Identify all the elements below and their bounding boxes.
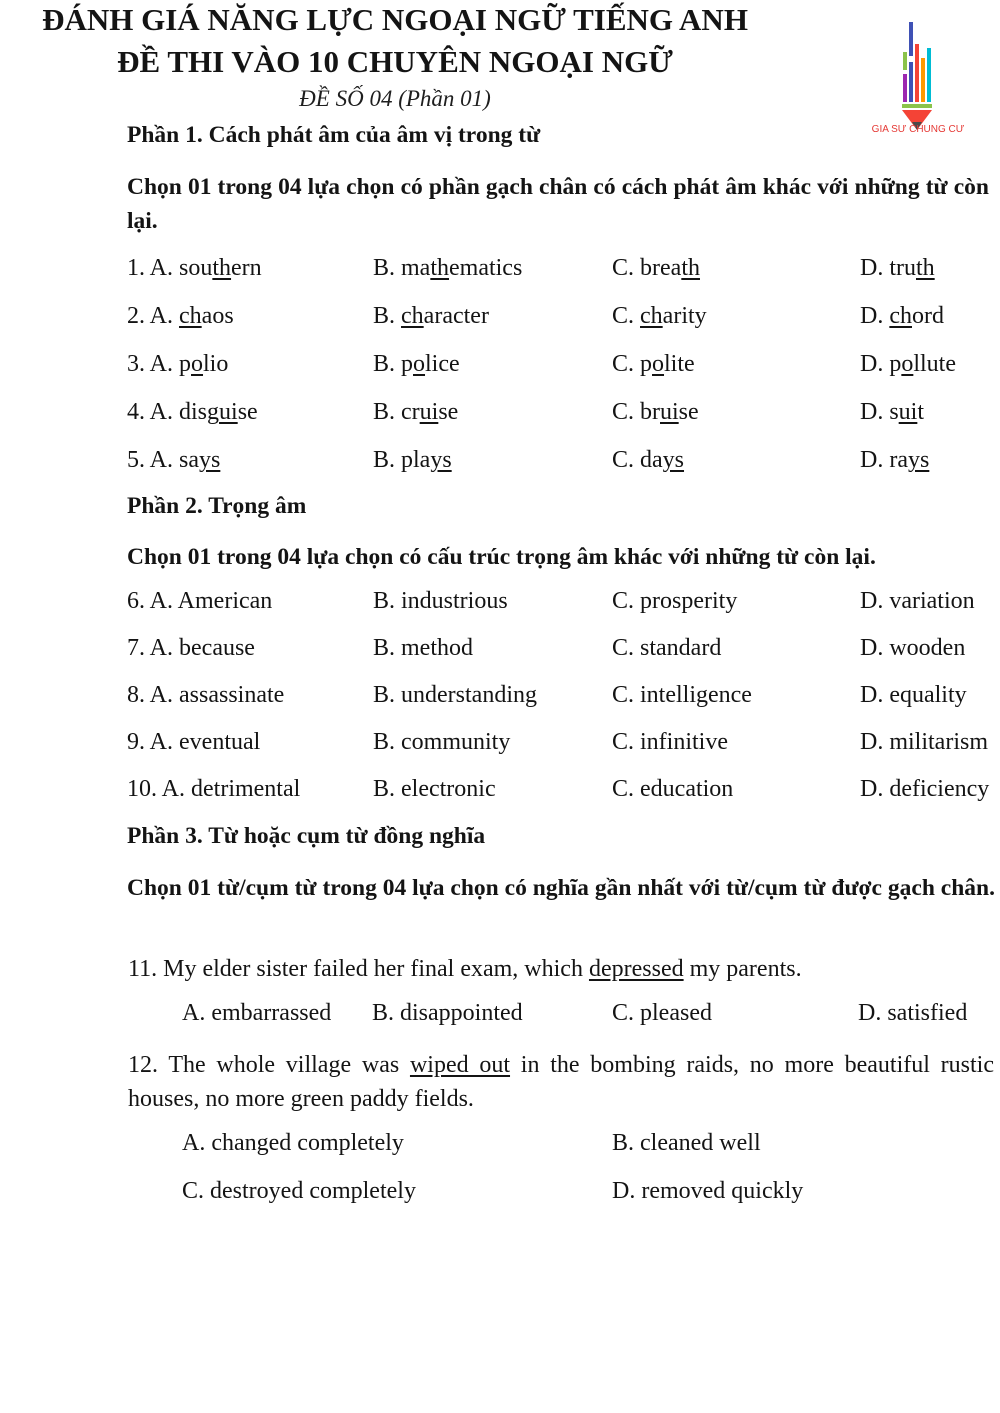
part3-title: Phần 3. Từ hoặc cụm từ đồng nghĩa: [127, 823, 486, 849]
option: 3. A. polio: [127, 351, 229, 377]
option: B. method: [373, 635, 473, 661]
option: 5. A. says: [127, 447, 221, 473]
option: B. community: [373, 729, 511, 755]
option: A. embarrassed: [182, 1000, 332, 1026]
option: D. satisfied: [858, 1000, 968, 1026]
option: B. character: [373, 303, 489, 329]
option: 10. A. detrimental: [127, 776, 301, 802]
title-line-1: ĐÁNH GIÁ NĂNG LỰC NGOẠI NGỮ TIẾNG ANH: [42, 2, 748, 37]
option: C. breath: [612, 255, 700, 281]
option: B. electronic: [373, 776, 496, 802]
option: D. militarism: [860, 729, 988, 755]
part2-question-row: [0, 635, 1000, 665]
option: D. rays: [860, 447, 930, 473]
option: D. suit: [860, 399, 925, 425]
option: B. disappointed: [372, 1000, 523, 1026]
part3-instruction: Chọn 01 từ/cụm từ trong 04 lựa chọn có nghĩa gần nhất với từ/cụm từ được gạch chân.: [127, 875, 995, 901]
option: 2. A. chaos: [127, 303, 234, 329]
option: 4. A. disguise: [127, 399, 258, 425]
option: C. education: [612, 776, 734, 802]
option: 6. A. American: [127, 588, 273, 614]
option: C. standard: [612, 635, 722, 661]
part2-question-row: [0, 776, 1000, 806]
part2-question-row: [0, 729, 1000, 759]
part1-question-row: [0, 255, 1000, 285]
question-12-stem: 12. The whole village was wiped out in the bombing raids, no more beautiful rustic houses, no more green paddy fields.: [128, 1052, 994, 1112]
option: 9. A. eventual: [127, 729, 261, 755]
option: C. prosperity: [612, 588, 738, 614]
option: 7. A. because: [127, 635, 255, 661]
option: 8. A. assassinate: [127, 682, 285, 708]
part1-instruction: Chọn 01 trong 04 lựa chọn có phần gạch chân có cách phát âm khác với những từ còn lại.: [127, 174, 989, 234]
option: 1. A. southern: [127, 255, 262, 281]
logo-text: GIA SƯ CHUNG CƯ: [871, 124, 965, 135]
option: C. bruise: [612, 399, 699, 425]
option: D. variation: [860, 588, 975, 614]
option: B. understanding: [373, 682, 537, 708]
title-line-2: ĐỀ THI VÀO 10 CHUYÊN NGOẠI NGỮ: [117, 44, 673, 79]
part1-question-row: [0, 447, 1000, 477]
part1-title: Phần 1. Cách phát âm của âm vị trong từ: [127, 122, 541, 148]
part2-question-row: [0, 682, 1000, 712]
pencil-logo-icon: [868, 18, 968, 140]
option: B. industrious: [373, 588, 508, 614]
part1-question-row: [0, 303, 1000, 333]
option: C. infinitive: [612, 729, 728, 755]
option: B. cleaned well: [612, 1130, 761, 1156]
option: D. removed quickly: [612, 1178, 804, 1204]
option: C. charity: [612, 303, 707, 329]
option: B. cruise: [373, 399, 459, 425]
part1-question-row: [0, 351, 1000, 381]
option: C. days: [612, 447, 685, 473]
option: D. pollute: [860, 351, 956, 377]
option: A. changed completely: [182, 1130, 404, 1156]
option: B. plays: [373, 447, 452, 473]
option: D. chord: [860, 303, 944, 329]
option: D. equality: [860, 682, 967, 708]
option: D. truth: [860, 255, 935, 281]
part2-title: Phần 2. Trọng âm: [127, 493, 307, 519]
subtitle: ĐỀ SỐ 04 (Phần 01): [299, 86, 491, 111]
option: C. pleased: [612, 1000, 712, 1026]
question-11-stem: 11. My elder sister failed her final exam, which depressed my parents.: [128, 956, 802, 982]
option: C. polite: [612, 351, 695, 377]
option: C. destroyed completely: [182, 1178, 416, 1204]
option: B. mathematics: [373, 255, 523, 281]
option: B. police: [373, 351, 460, 377]
option: D. deficiency: [860, 776, 990, 802]
part2-question-row: [0, 588, 1000, 618]
part2-instruction: Chọn 01 trong 04 lựa chọn có cấu trúc trọng âm khác với những từ còn lại.: [127, 544, 876, 570]
part1-question-row: [0, 399, 1000, 429]
option: C. intelligence: [612, 682, 752, 708]
option: D. wooden: [860, 635, 966, 661]
